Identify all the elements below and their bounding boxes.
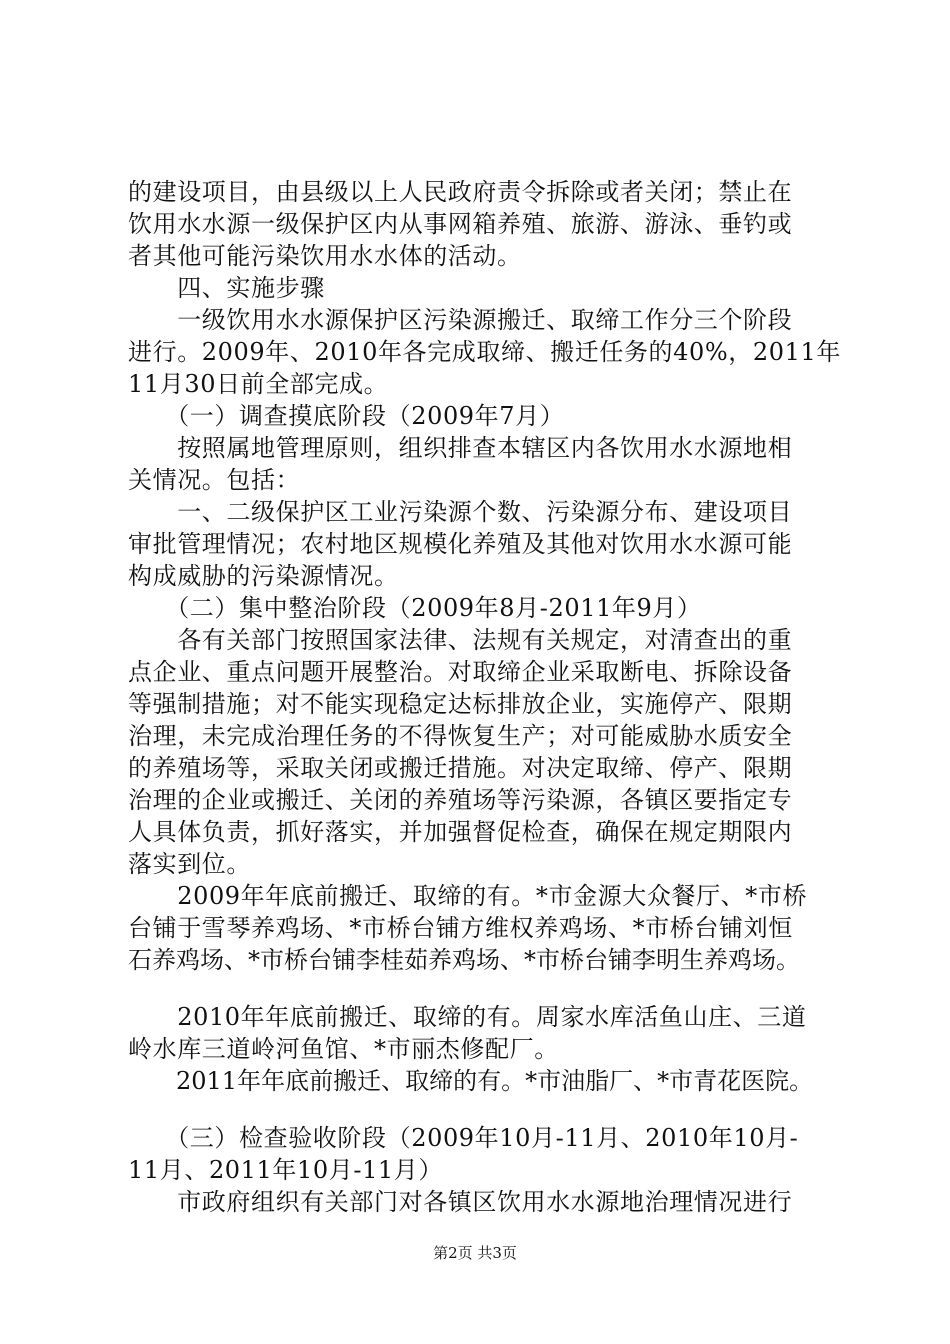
body-text-line: 的建设项目，由县级以上人民政府责令拆除或者关闭；禁止在	[128, 178, 793, 206]
body-text-line: 人具体负责，抓好落实，并加强督促检查，确保在规定期限内	[128, 818, 793, 846]
body-text-line: 进行。2009年、2010年各完成取缔、搬迁任务的40%，2011年	[128, 338, 841, 366]
body-text-line: 饮用水水源一级保护区内从事网箱养殖、旅游、游泳、垂钓或	[128, 210, 793, 238]
body-text-line: 者其他可能污染饮用水水体的活动。	[128, 242, 522, 270]
body-text-line: 治理，未完成治理任务的不得恢复生产；对可能威胁水质安全	[128, 722, 793, 750]
body-text-line: 石养鸡场、*市桥台铺李桂茹养鸡场、*市桥台铺李明生养鸡场。	[128, 946, 800, 974]
subsection-heading: （二）集中整治阶段（2009年8月-2011年9月）	[128, 594, 702, 622]
body-text-line: 市政府组织有关部门对各镇区饮用水水源地治理情况进行	[128, 1188, 793, 1216]
body-text-line: 11月、2011年10月-11月）	[128, 1156, 444, 1184]
body-text-line: 治理的企业或搬迁、关闭的养殖场等污染源，各镇区要指定专	[128, 786, 793, 814]
body-text-line: 2011年年底前搬迁、取缔的有。*市油脂厂、*市青花医院。	[128, 1067, 814, 1095]
body-text-line: 的养殖场等，采取关闭或搬迁措施。对决定取缔、停产、限期	[128, 754, 793, 782]
body-text-line: 等强制措施；对不能实现稳定达标排放企业，实施停产、限期	[128, 690, 793, 718]
body-text-line: 11月30日前全部完成。	[128, 370, 389, 398]
body-text-line: 一级饮用水水源保护区污染源搬迁、取缔工作分三个阶段	[128, 306, 793, 334]
body-text-line: 岭水库三道岭河鱼馆、*市丽杰修配厂。	[128, 1035, 559, 1063]
subsection-heading: （一）调查摸底阶段（2009年7月）	[128, 402, 565, 430]
section-heading: 四、实施步骤	[128, 274, 325, 302]
body-text-line: 各有关部门按照国家法律、法规有关规定，对清查出的重	[128, 626, 793, 654]
body-text-line: 一、二级保护区工业污染源个数、污染源分布、建设项目	[128, 498, 793, 526]
subsection-heading: （三）检查验收阶段（2009年10月-11月、2010年10月-	[128, 1124, 799, 1152]
body-text-line: 关情况。包括：	[128, 466, 301, 494]
body-text-line: 构成威胁的污染源情况。	[128, 562, 399, 590]
body-text-line: 2009年年底前搬迁、取缔的有。*市金源大众餐厅、*市桥	[128, 882, 808, 910]
body-text-line: 落实到位。	[128, 850, 251, 878]
body-text-line: 2010年年底前搬迁、取缔的有。周家水库活鱼山庄、三道	[128, 1003, 807, 1031]
body-text-line: 审批管理情况；农村地区规模化养殖及其他对饮用水水源可能	[128, 530, 793, 558]
body-text-line: 台铺于雪琴养鸡场、*市桥台铺方维权养鸡场、*市桥台铺刘恒	[128, 914, 793, 942]
body-text-line: 点企业、重点问题开展整治。对取缔企业采取断电、拆除设备	[128, 658, 793, 686]
body-text-line: 按照属地管理原则，组织排查本辖区内各饮用水水源地相	[128, 434, 793, 462]
page-number-footer: 第2页 共3页	[433, 1244, 517, 1262]
